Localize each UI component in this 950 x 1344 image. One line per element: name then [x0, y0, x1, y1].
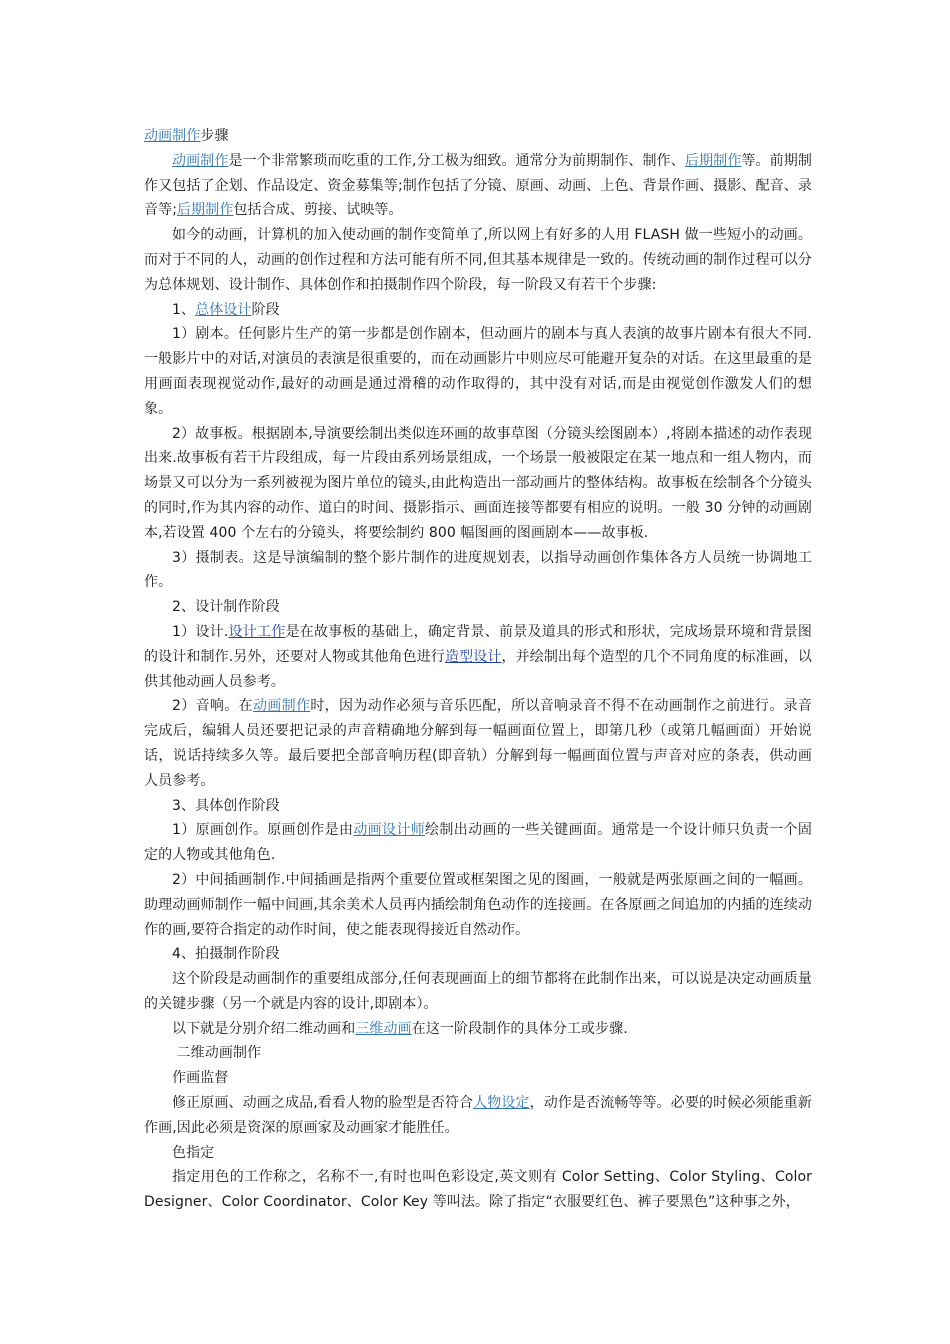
text: 以下就是分别介绍二维动画和 [172, 1020, 356, 1037]
title-suffix: 步骤 [200, 128, 229, 144]
text: 1）设计. [172, 623, 229, 640]
subheading-2d-animation: 二维动画制作 [172, 1045, 262, 1062]
paragraph-script: 1）剧本。任何影片生产的第一步都是创作剧本，但动画片的剧本与真人表演的故事片剧本有很大不同.一般影片中的对话,对演员的表演是很重要的，而在动画影片中则应尽可能避开复杂的对话。在这里最重的是用画面表现视觉动作,最好的动画是通过滑稽的动作取得的，其中没有对话,而是由视觉创作激发人们的想象。 [144, 326, 812, 417]
paragraph-storyboard: 2）故事板。根据剧本,导演要绘制出类似连环画的故事草图（分镜头绘图剧本）,将剧本描述的动作表现出来.故事板有若干片段组成，每一片段由系列场景组成，一个场景一般被限定在某一地点和一组人物内，而场景又可以分为一系列被视为图片单位的镜头,由此构造出一部动画片的整体结构。故事板在绘制各个分镜头的同时,作为其内容的动作、道白的时间、摄影指示、画面连接等都要有相应的说明。一般 30 分钟的动画剧本,若设置 400 个左右的分镜头，将要绘制约 800 幅图画的图画剧本——故事板. [144, 425, 812, 541]
link-animation-production-3[interactable]: 动画制作 [252, 698, 311, 715]
text: ，并绘制出每个造型的几个不同角度的标准画，以供其他动画人员参考。 [144, 648, 812, 690]
text: ，动作是否流畅等等。必要的时候必须能重新作画,因此必须是资深的原画家及动画家才能胜任。 [144, 1095, 812, 1136]
text: 阶段 [251, 301, 280, 318]
link-3d-animation[interactable]: 三维动画 [355, 1020, 412, 1037]
link-post-production-2[interactable]: 后期制作 [177, 202, 234, 219]
subheading-animation-supervision: 作画监督 [172, 1070, 229, 1087]
text: 等。前期制作又包括了企划、作品设定、资金募集等;制作包括了分镜、原画、动画、上色、背景作画、摄影、配音、录音等; [144, 152, 812, 219]
paragraph-color-designation: 指定用色的工作称之，名称不一,有时也叫色彩设定,英文则有 Color Setting、Color Styling、Color Designer、Color Coordinator、Color Key 等叫法。除了指定“衣服要红色、裤子要黑色”这种事之外， [144, 1169, 812, 1211]
text: 1）原画创作。原画创作是由 [172, 822, 354, 839]
paragraph-supervision [144, 1091, 812, 1141]
paragraph-shooting: 这个阶段是动画制作的重要组成部分,任何表现画面上的细节都将在此制作出来，可以说是决定动画质量的关键步骤（另一个就是内容的设计,即剧本）。 [144, 971, 812, 1012]
section-heading-1 [144, 298, 812, 323]
text: 时，因为动作必须与音乐匹配，所以音响录音不得不在动画制作之前进行。录音完成后，编辑人员还要把记录的声音精确地分解到每一幅画面位置上，即第几秒（或第几幅画面）开始说话，说话持续多久等。最后要把全部音响历程(即音轨）分解到每一幅画面位置与声音对应的条表，供动画人员参考。 [144, 698, 812, 789]
paragraph-key-animation [144, 818, 812, 868]
link-overall-design[interactable]: 总体设计 [195, 301, 252, 318]
link-animation-production[interactable]: 动画制作 [172, 152, 229, 169]
title-link[interactable]: 动画制作 [144, 128, 201, 144]
link-design-work[interactable]: 设计工作 [228, 623, 286, 640]
text: 2）音响。在 [172, 698, 253, 715]
link-character-setting[interactable]: 人物设定 [473, 1095, 530, 1112]
text: 是在故事板的基础上，确定背景、前景及道具的形式和形状，完成场景环境和背景图的设计和制作.另外，还要对人物或其他角色进行 [144, 623, 813, 665]
text: 修正原画、动画之成品,看看人物的脸型是否符合 [172, 1095, 474, 1112]
section-heading-2: 2、设计制作阶段 [172, 599, 280, 616]
text: 1、 [172, 301, 196, 318]
document-body [144, 124, 812, 1215]
paragraph-intro [144, 149, 812, 223]
text: 包括合成、剪接、试映等。 [233, 202, 403, 219]
text: 在这一阶段制作的具体分工或步骤. [411, 1020, 628, 1037]
paragraph-schedule: 3）摄制表。这是导演编制的整个影片制作的进度规划表，以指导动画创作集体各方人员统一协调地工作。 [144, 549, 812, 591]
link-post-production[interactable]: 后期制作 [684, 152, 742, 169]
text: 绘制出动画的一些关键画面。通常是一个设计师只负责一个固定的人物或其他角色. [144, 822, 812, 864]
link-animation-designer[interactable]: 动画设计师 [353, 822, 426, 839]
paragraph-inbetween: 2）中间插画制作.中间插画是指两个重要位置或框架图之见的图画，一般就是两张原画之间的一幅画。助理动画师制作一幅中间画,其余美术人员再内插绘制角色动作的连接画。在各原画之间追加的内插的连续动作的画,要符合指定的动作时间，使之能表现得接近自然动作。 [144, 871, 812, 938]
text: 是一个非常繁琐而吃重的工作,分工极为细致。通常分为前期制作、制作、 [228, 152, 685, 169]
document-title [144, 124, 812, 149]
paragraph-design [144, 620, 812, 694]
section-heading-3: 3、具体创作阶段 [172, 797, 280, 814]
subheading-color-designation: 色指定 [172, 1144, 215, 1161]
paragraph-intro-2d-3d [144, 1017, 812, 1042]
paragraph-sound [144, 694, 812, 793]
paragraph-overview: 如今的动画，计算机的加入使动画的制作变简单了,所以网上有好多的人用 FLASH 做一些短小的动画。而对于不同的人，动画的创作过程和方法可能有所不同,但其基本规律是一致的。传统动画的制作过程可以分为总体规划、设计制作、具体创作和拍摄制作四个阶段，每一阶段又有若干个步骤: [144, 227, 812, 293]
link-character-design[interactable]: 造型设计 [445, 648, 502, 665]
section-heading-4: 4、拍摄制作阶段 [172, 946, 280, 963]
